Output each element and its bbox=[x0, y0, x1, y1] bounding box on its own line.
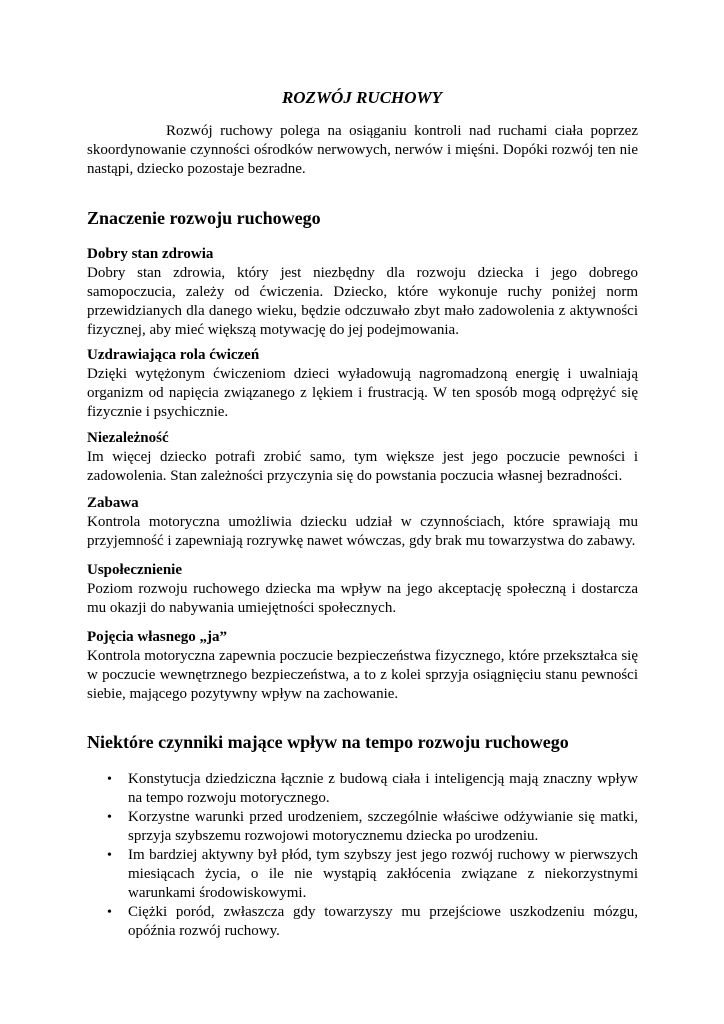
subsection-text: Poziom rozwoju ruchowego dziecka ma wpływ na jego akceptację społeczną i dostarcza mu okazji do nabywania umiejętności społecznych. bbox=[87, 581, 638, 616]
list-item-text: Im bardziej aktywny był płód, tym szybszy jest jego rozwój ruchowy w pierwszych miesiącach życia, o ile nie wystąpią zakłócenia związane z niekorzystnymi warunkami środowiskowymi. bbox=[128, 847, 638, 901]
list-item-text: Korzystne warunki przed urodzeniem, szczególnie właściwe odżywianie się matki, sprzyja szybszemu rozwojowi motorycznemu dziecka po urodzeniu. bbox=[128, 809, 638, 844]
subsection-health bbox=[87, 245, 638, 340]
subsection-play bbox=[87, 494, 638, 551]
subsection-text: Kontrola motoryczna zapewnia poczucie bezpieczeństwa fizycznego, które przekształca się w poczucie wewnętrznego bezpieczeństwa, a to z kolei sprzyja osiągnięciu stanu pewności siebie, mającego pozytywny wpływ na zachowanie. bbox=[87, 648, 638, 702]
list-item bbox=[87, 770, 638, 808]
document-title: ROZWÓJ RUCHOWY bbox=[281, 88, 443, 107]
subsection-heading: Zabawa bbox=[87, 495, 139, 511]
subsection-self-concept bbox=[87, 628, 638, 704]
subsection-text: Im więcej dziecko potrafi zrobić samo, tym większe jest jego poczucie pewności i zadowolenia. Stan zależności przyczynia się do powstania poczucia własnej bezradności. bbox=[87, 449, 638, 484]
list-item bbox=[87, 846, 638, 903]
bullet-icon: • bbox=[107, 905, 112, 920]
subsection-text: Dzięki wytężonym ćwiczeniom dzieci wyładowują nagromadzoną energię i uwalniają organizm od napięcia związanego z lękiem i frustracją. W ten sposób mogą odprężyć się fizycznie i psychicznie. bbox=[87, 366, 638, 420]
bullet-icon: • bbox=[107, 848, 112, 863]
subsection-text: Dobry stan zdrowia, który jest niezbędny dla rozwoju dziecka i jego dobrego samopoczucia, zależy od ćwiczenia. Dziecko, które wykonuje ruchy poniżej norm przewidzianych dla danego wieku, będzie odczuwało zbyt mało zadowolenia z aktywności fizycznej, aby mieć większą motywację do jej podejmowania. bbox=[87, 265, 638, 338]
list-item-text: Konstytucja dziedziczna łącznie z budową ciała i inteligencją mają znaczny wpływ na tempo rozwoju motorycznego. bbox=[128, 771, 638, 806]
subsection-healing-role bbox=[87, 346, 638, 422]
subsection-heading: Dobry stan zdrowia bbox=[87, 246, 214, 262]
bullet-icon: • bbox=[107, 772, 112, 787]
intro-paragraph: Rozwój ruchowy polega na osiąganiu kontroli nad ruchami ciała poprzez skoordynowanie czynności ośrodków nerwowych, nerwów i mięśni. Dopóki rozwój ten nie nastąpi, dziecko pozostaje bezradne. bbox=[87, 123, 638, 177]
subsection-socialization bbox=[87, 561, 638, 618]
section-heading-factors: Niektóre czynniki mające wpływ na tempo rozwoju ruchowego bbox=[87, 732, 569, 752]
list-item bbox=[87, 903, 638, 941]
subsection-heading: Uzdrawiająca rola ćwiczeń bbox=[87, 347, 260, 363]
subsection-text: Kontrola motoryczna umożliwia dziecku udział w czynnościach, które sprawiają mu przyjemność i zapewniają rozrywkę nawet wówczas, gdy brak mu towarzystwa do zabawy. bbox=[87, 514, 638, 549]
list-item-text: Ciężki poród, zwłaszcza gdy towarzyszy mu przejściowe uszkodzeniu mózgu, opóźnia rozwój ruchowy. bbox=[128, 904, 638, 939]
bullet-icon: • bbox=[107, 810, 112, 825]
subsection-heading: Uspołecznienie bbox=[87, 562, 182, 578]
factors-list bbox=[87, 770, 638, 941]
section-heading-importance: Znaczenie rozwoju ruchowego bbox=[87, 208, 321, 228]
subsection-heading: Niezależność bbox=[87, 430, 169, 446]
subsection-independence bbox=[87, 429, 638, 486]
list-item bbox=[87, 808, 638, 846]
subsection-heading: Pojęcia własnego „ja” bbox=[87, 629, 227, 645]
